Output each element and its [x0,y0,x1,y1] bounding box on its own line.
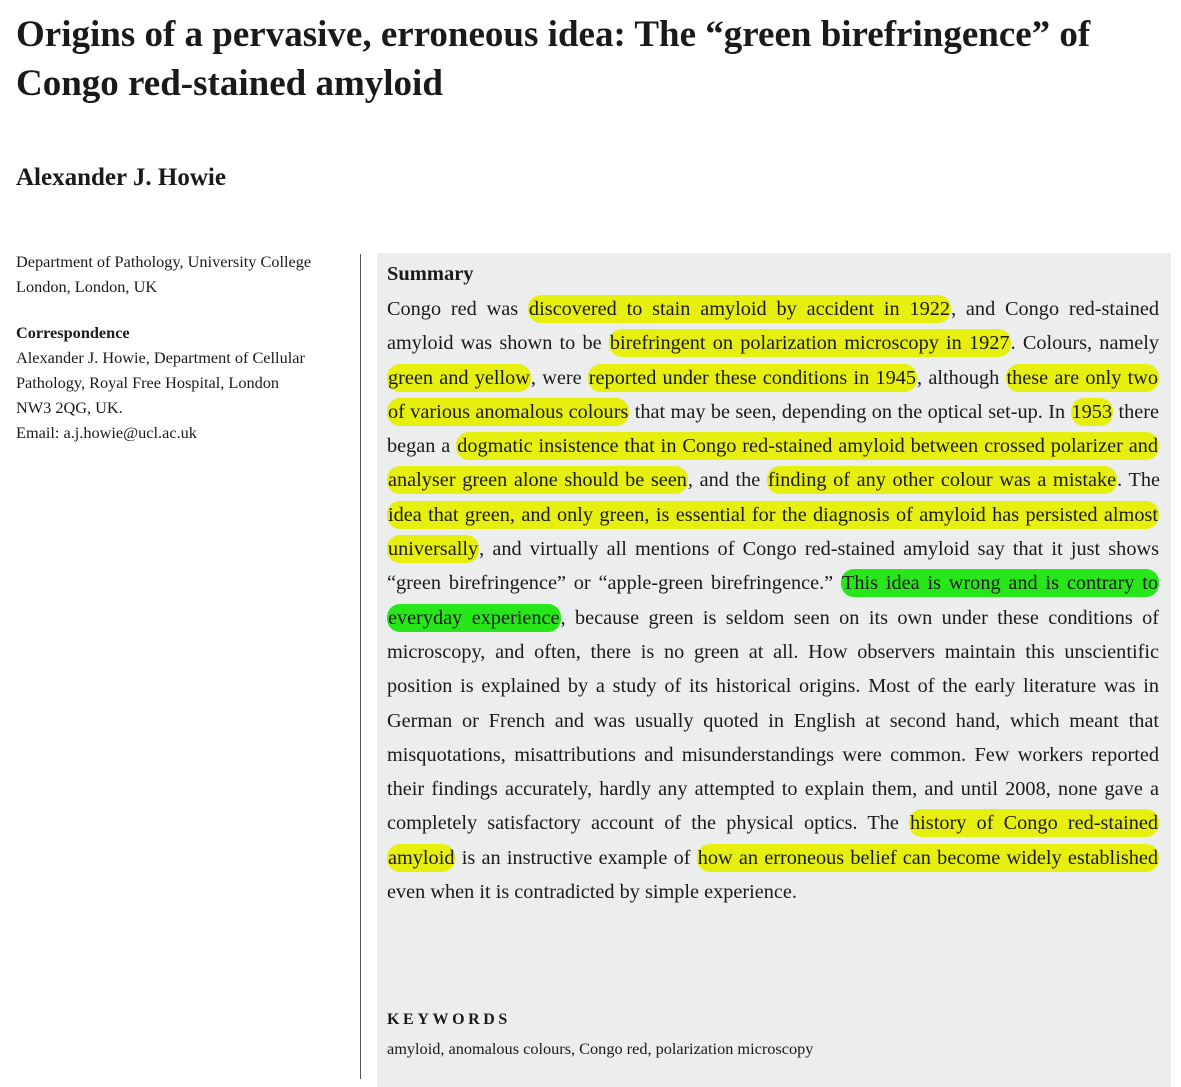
summary-text-segment: that may be seen, depending on the optical set-up. In [629,400,1071,423]
affiliation-column [16,249,351,445]
summary-text-segment: even when it is contradicted by simple experience. [387,881,797,904]
author-name: Alexander J. Howie [16,164,226,191]
summary-box [377,253,1171,1087]
highlighted-text-yellow: 1953 [1071,398,1114,426]
highlighted-text-green: This idea is wrong and is contrary to everyday experience [387,569,1159,631]
summary-text-segment: , although [917,366,1006,389]
summary-text-segment: Congo red was [387,298,528,320]
summary-text-segment: , and the [687,469,767,492]
summary-text-segment: . Colours, namely [1010,332,1159,355]
summary-text-segment: is an instructive example of [455,846,697,869]
correspondence-line: NW3 2QG, UK. [16,398,123,417]
highlighted-text-yellow: dogmatic insistence that in Congo red-stained amyloid between crossed polarizer and analyser green alone should be seen [387,432,1159,494]
highlighted-text-yellow: history of Congo red-stained amyloid [387,809,1159,871]
summary-heading: Summary [387,263,474,285]
highlighted-text-yellow: idea that green, and only green, is essential for the diagnosis of amyloid has persisted almost universally [387,501,1159,563]
department-affiliation: Department of Pathology, University College London, London, UK [16,252,312,296]
summary-text-segment: , because green is seldom seen on its own under these conditions of microscopy, and often, there is no green at all. How observers maintain this unscientific position is explained by a study of its historical origins. Most of the early literature was in German or French and was usually quoted in English at second hand, which meant that misquotations, misattributions and misunderstandings were common. Few workers reported their findings accurately, hardly any attempted to explain them, and until 2008, none gave a completely satisfactory account of the physical optics. The [387,606,1159,835]
correspondence-line: Alexander J. Howie, Department of Cellular [16,348,305,367]
column-divider [360,254,361,1079]
highlighted-text-yellow: finding of any other colour was a mistake [767,466,1117,494]
keywords-heading: KEYWORDS [387,1011,511,1028]
summary-text-segment: there began a [387,400,1160,458]
keywords-list: amyloid, anomalous colours, Congo red, polarization microscopy [387,1039,814,1058]
highlighted-text-yellow: these are only two of various anomalous colours [387,364,1159,426]
summary-text-segment: , and virtually all mentions of Congo red-stained amyloid say that it just shows “green birefringence” or “apple-green birefringence.” [387,538,1159,595]
correspondence-heading: Correspondence [16,323,130,342]
summary-text-segment: , and Congo red-stained amyloid was shown to be [387,298,1159,355]
correspondence-email: Email: a.j.howie@ucl.ac.uk [16,423,197,442]
summary-text-segment: . The [1117,469,1160,492]
summary-text [387,292,1159,909]
highlighted-text-yellow: birefringent on polarization microscopy in 1927 [609,329,1011,357]
highlighted-text-yellow: discovered to stain amyloid by accident in 1922 [528,295,951,323]
summary-text-segment: , were [530,366,588,389]
article-title: Origins of a pervasive, erroneous idea: The “green birefringence” of Congo red-stained amyloid [16,14,1091,104]
correspondence-line: Pathology, Royal Free Hospital, London [16,373,280,392]
highlighted-text-yellow: green and yellow [387,364,531,392]
highlighted-text-yellow: reported under these conditions in 1945 [588,364,917,392]
highlighted-text-yellow: how an erroneous belief can become widely established [697,844,1159,872]
